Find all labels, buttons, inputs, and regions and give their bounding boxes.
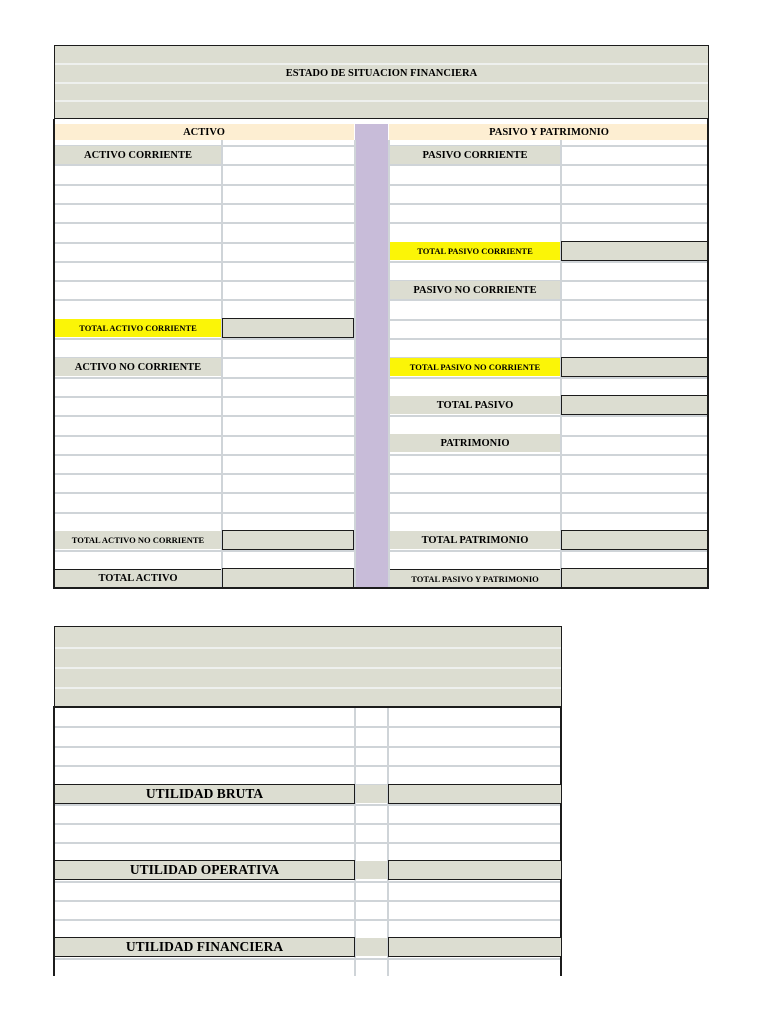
grid-line bbox=[55, 454, 354, 456]
grid-line bbox=[55, 203, 354, 205]
patrimonio-label: PATRIMONIO bbox=[390, 434, 560, 452]
grid-line bbox=[389, 415, 707, 417]
activo-header: ACTIVO bbox=[54, 124, 354, 140]
total-pasivo-no-corriente-value[interactable] bbox=[561, 357, 708, 377]
grid-line bbox=[55, 550, 354, 552]
grid-line bbox=[389, 222, 707, 224]
total-activo-label: TOTAL ACTIVO bbox=[55, 569, 221, 587]
total-activo-corriente-value[interactable] bbox=[222, 318, 354, 338]
grid-line bbox=[55, 435, 354, 437]
grid-line bbox=[389, 261, 707, 263]
utilidad-financiera-value[interactable] bbox=[388, 937, 562, 957]
total-pasivo-corriente-value[interactable] bbox=[561, 241, 708, 261]
grid-line bbox=[55, 164, 354, 166]
utilidad-bruta-spacer bbox=[356, 785, 387, 803]
utilidad-operativa-value[interactable] bbox=[388, 860, 562, 880]
grid-line bbox=[55, 492, 354, 494]
total-activo-corriente-label: TOTAL ACTIVO CORRIENTE bbox=[55, 319, 221, 337]
grid-line bbox=[55, 242, 354, 244]
grid-line bbox=[389, 377, 707, 379]
grid-line bbox=[389, 492, 707, 494]
total-pasivo-corriente-label: TOTAL PASIVO CORRIENTE bbox=[390, 242, 560, 260]
grid-line bbox=[55, 823, 560, 825]
grid-line bbox=[389, 512, 707, 514]
total-pasivo-no-corriente-label: TOTAL PASIVO NO CORRIENTE bbox=[390, 358, 560, 376]
activo-no-corriente-label: ACTIVO NO CORRIENTE bbox=[55, 358, 221, 376]
grid-line bbox=[387, 708, 389, 976]
grid-line bbox=[389, 454, 707, 456]
grid-line bbox=[55, 280, 354, 282]
grid-line bbox=[389, 550, 707, 552]
utilidad-operativa-spacer bbox=[356, 861, 387, 879]
grid-line bbox=[389, 338, 707, 340]
grid-line bbox=[55, 726, 560, 728]
grid-line bbox=[389, 184, 707, 186]
activo-corriente-label: ACTIVO CORRIENTE bbox=[55, 146, 221, 164]
grid-line bbox=[55, 396, 354, 398]
title-divider bbox=[55, 82, 708, 84]
grid-line bbox=[55, 804, 560, 806]
title-divider bbox=[55, 100, 708, 102]
total-pasivo-label: TOTAL PASIVO bbox=[390, 396, 560, 414]
income-title-divider bbox=[55, 687, 561, 689]
grid-line bbox=[389, 473, 707, 475]
grid-line bbox=[55, 958, 560, 960]
balance-sheet-title: ESTADO DE SITUACION FINANCIERA bbox=[285, 67, 478, 79]
income-right-border bbox=[560, 706, 562, 976]
grid-line bbox=[354, 140, 356, 588]
grid-line bbox=[354, 708, 356, 976]
income-title-divider bbox=[55, 647, 561, 649]
utilidad-financiera-spacer bbox=[356, 938, 387, 956]
utilidad-financiera-label: UTILIDAD FINANCIERA bbox=[54, 937, 355, 957]
pasivo-corriente-label: PASIVO CORRIENTE bbox=[390, 146, 560, 164]
grid-line bbox=[55, 473, 354, 475]
grid-line bbox=[55, 512, 354, 514]
total-activo-value[interactable] bbox=[222, 568, 354, 588]
utilidad-operativa-label: UTILIDAD OPERATIVA bbox=[54, 860, 355, 880]
grid-line bbox=[55, 881, 560, 883]
grid-line bbox=[221, 140, 223, 588]
grid-line bbox=[55, 919, 560, 921]
income-title-divider bbox=[55, 667, 561, 669]
utilidad-bruta-value[interactable] bbox=[388, 784, 562, 804]
column-separator bbox=[355, 124, 388, 589]
utilidad-bruta-label: UTILIDAD BRUTA bbox=[54, 784, 355, 804]
pasivo-patrimonio-header: PASIVO Y PATRIMONIO bbox=[389, 124, 709, 140]
total-activo-no-corriente-value[interactable] bbox=[222, 530, 354, 550]
grid-line bbox=[55, 377, 354, 379]
income-top-border bbox=[53, 706, 562, 708]
balance-left-border bbox=[53, 119, 55, 589]
grid-line bbox=[55, 746, 560, 748]
grid-line bbox=[55, 765, 560, 767]
grid-line bbox=[55, 261, 354, 263]
total-patrimonio-value[interactable] bbox=[561, 530, 708, 550]
balance-right-border bbox=[707, 119, 709, 589]
grid-line bbox=[389, 164, 707, 166]
grid-line bbox=[55, 222, 354, 224]
total-patrimonio-label: TOTAL PATRIMONIO bbox=[390, 531, 560, 549]
grid-line bbox=[55, 299, 354, 301]
grid-line bbox=[389, 299, 707, 301]
grid-line bbox=[55, 184, 354, 186]
grid-line bbox=[55, 842, 560, 844]
total-pasivo-value[interactable] bbox=[561, 395, 708, 415]
total-pasivo-patrimonio-value[interactable] bbox=[561, 568, 708, 588]
grid-line bbox=[55, 900, 560, 902]
grid-line bbox=[55, 415, 354, 417]
pasivo-no-corriente-label: PASIVO NO CORRIENTE bbox=[390, 281, 560, 299]
grid-line bbox=[389, 203, 707, 205]
total-pasivo-patrimonio-label: TOTAL PASIVO Y PATRIMONIO bbox=[390, 569, 560, 587]
grid-line bbox=[55, 338, 354, 340]
income-left-border bbox=[53, 706, 55, 976]
total-activo-no-corriente-label: TOTAL ACTIVO NO CORRIENTE bbox=[55, 531, 221, 549]
grid-line bbox=[389, 319, 707, 321]
